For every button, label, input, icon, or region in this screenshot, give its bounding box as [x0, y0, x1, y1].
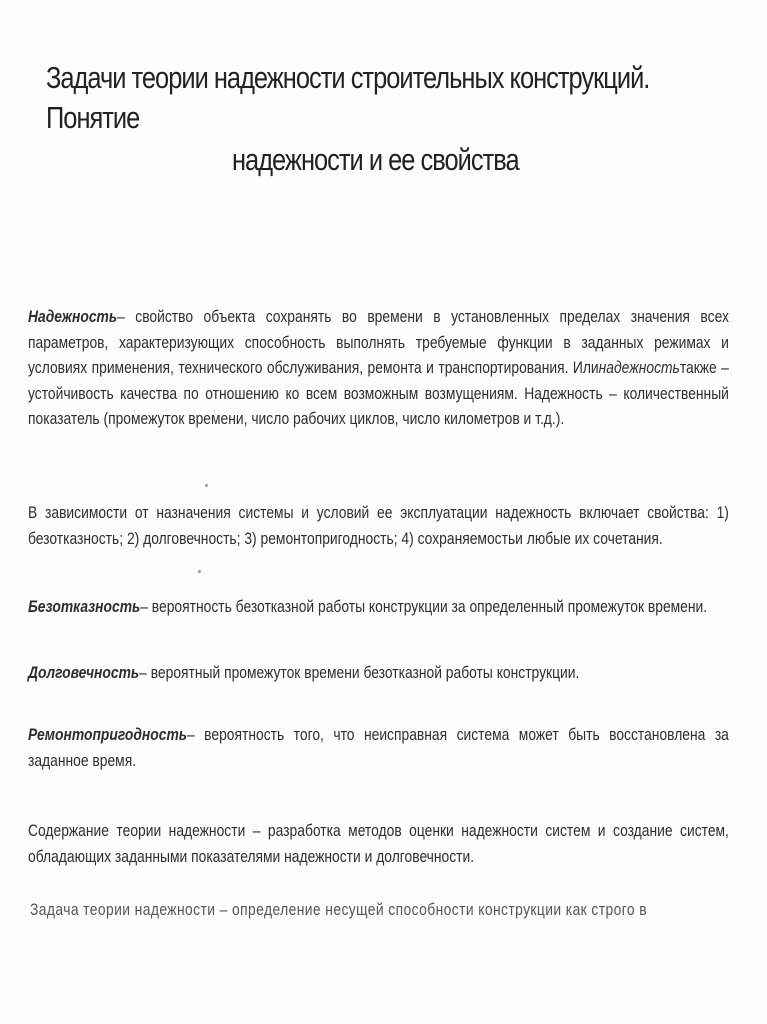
paragraph-text: Содержание теории надежности – разработка методов оценки надежности систем и создание систем, обладающих заданными показателями надежности и долговечности. — [28, 821, 729, 866]
scan-speck — [198, 570, 201, 573]
term-reliability: Надежность — [28, 307, 118, 326]
paragraph-maintainability — [28, 722, 729, 773]
paragraph-text: – свойство объекта сохранять во времени в установленных пределах значения всех параметров, характеризующих способность выполнять требуемые функции в заданных режимах и условиях применения, технического обслуживания, ремонта и транспортирования. Или — [28, 307, 729, 377]
page-title-line-2: надежности и ее свойства — [232, 142, 519, 177]
term-maintainability: Ремонтопригодность — [28, 725, 188, 744]
paragraph-text: – вероятный промежуток времени безотказной работы конструкции. — [139, 663, 580, 682]
term-durability: Долговечность — [28, 663, 140, 682]
paragraph-durability — [28, 660, 729, 686]
page-title-line-1: Задачи теории надежности строительных конструкций. Понятие — [46, 60, 650, 135]
term-failure-free: Безотказность — [28, 597, 141, 616]
paragraph-text-continued: также – устойчивость качества по отношению ко всем возможным возмущениям. Надежность – количественный показатель (промежуток времени, число рабочих циклов, число километров и т.д.). — [28, 358, 729, 428]
paragraph-reliability-definition — [28, 304, 729, 432]
paragraph-text: В зависимости от назначения системы и условий ее эксплуатации надежность включает свойства: 1) безотказность; 2) долговечность; 3) ремонтопригодность; 4) сохраняемостьи любые их сочетания. — [28, 503, 729, 548]
paragraph-text: – вероятность безотказной работы конструкции за определенный промежуток времени. — [140, 597, 708, 616]
cut-off-text-line — [30, 900, 730, 919]
paragraph-reliability-properties — [28, 500, 729, 551]
paragraph-text: – вероятность того, что неисправная система может быть восстановлена за заданное время. — [28, 725, 729, 770]
paragraph-theory-content — [28, 818, 729, 869]
cut-off-text: Задача теории надежности – определение несущей способности конструкции как строго в — [30, 900, 648, 919]
paragraph-failure-free — [28, 594, 729, 620]
term-reliability-italic: надежность — [598, 358, 680, 377]
scan-speck — [205, 484, 208, 487]
